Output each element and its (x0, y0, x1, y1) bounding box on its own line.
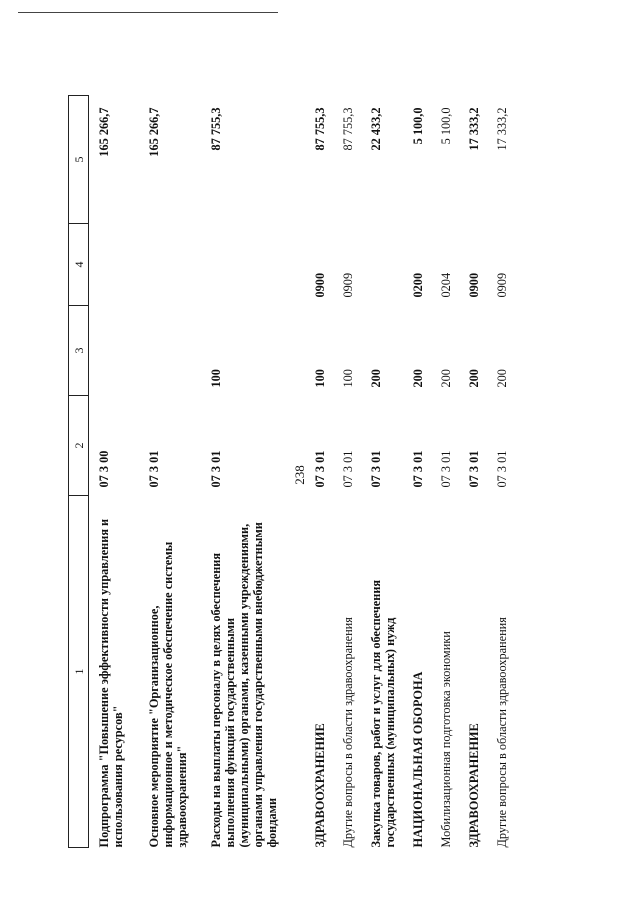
row-name: ЗДРАВООХРАНЕНИЕ (467, 723, 481, 848)
budget-table (68, 95, 523, 848)
row-csr: 07 3 01 (495, 450, 509, 488)
row-rzpr (369, 224, 411, 306)
spacer-row (89, 96, 98, 848)
row-name: Основное мероприятие "Организационное, информационное и методическое обеспечение системы здравоохранения" (147, 541, 189, 848)
row-sum: 17 333,2 (495, 107, 509, 151)
row-sum: 5 100,0 (411, 107, 425, 145)
row-name: НАЦИОНАЛЬНАЯ ОБОРОНА (411, 671, 425, 848)
row-sum: 165 266,7 (147, 107, 161, 157)
row-rzpr (209, 224, 313, 306)
table-row (467, 96, 495, 848)
header-col-4: 4 (69, 224, 89, 306)
row-vr (97, 306, 147, 396)
row-rzpr: 0909 (341, 272, 355, 298)
row-name: Мобилизационная подготовка экономики (439, 631, 453, 848)
row-sum: 87 755,3 (341, 107, 355, 151)
table-row (147, 96, 209, 848)
row-vr: 200 (467, 369, 481, 388)
row-vr: 200 (411, 369, 425, 388)
header-col-1: 1 (69, 496, 89, 848)
row-csr: 07 3 01 (341, 450, 355, 488)
table-row (209, 96, 313, 848)
row-rzpr (97, 224, 147, 306)
row-vr: 200 (439, 369, 453, 388)
table-row (97, 96, 147, 848)
row-vr (147, 306, 209, 396)
row-csr: 07 3 00 (97, 450, 111, 488)
header-row (69, 96, 89, 848)
row-name: Расходы на выплаты персоналу в целях обеспечения выполнения функций государственными (муниципальными) органами, казенными учреждениями, органами управления государственными внебюджетными фондами (209, 522, 279, 848)
row-vr: 100 (313, 369, 327, 388)
row-name: Закупка товаров, работ и услуг для обеспечения государственных (муниципальных) нужд (369, 579, 397, 848)
table-row (313, 96, 341, 848)
top-rule (18, 12, 278, 13)
header-col-2: 2 (69, 396, 89, 496)
row-rzpr (147, 224, 209, 306)
row-vr: 100 (209, 369, 223, 388)
table-row (495, 96, 523, 848)
row-sum: 87 755,3 (209, 107, 223, 151)
row-sum: 165 266,7 (97, 107, 111, 157)
row-name: ЗДРАВООХРАНЕНИЕ (313, 723, 327, 848)
row-rzpr: 0204 (439, 272, 453, 298)
table-row (341, 96, 369, 848)
row-csr: 07 3 01 (439, 450, 453, 488)
row-rzpr: 0200 (411, 272, 425, 298)
row-name: Другие вопросы в области здравоохранения (341, 617, 355, 848)
header-col-5: 5 (69, 96, 89, 224)
page-number: 238 (292, 465, 307, 485)
row-sum: 17 333,2 (467, 107, 481, 151)
table-row (411, 96, 439, 848)
row-name: Другие вопросы в области здравоохранения (495, 617, 509, 848)
row-name: Подпрограмма "Повышение эффективности управления и использования ресурсов" (97, 518, 125, 848)
table-row (439, 96, 467, 848)
row-rzpr: 0900 (313, 272, 327, 298)
row-vr: 100 (341, 369, 355, 388)
row-csr: 07 3 01 (147, 450, 161, 488)
row-csr: 07 3 01 (313, 450, 327, 488)
table-row (369, 96, 411, 848)
row-csr: 07 3 01 (369, 450, 383, 488)
row-vr: 200 (369, 369, 383, 388)
row-rzpr: 0909 (495, 272, 509, 298)
row-sum: 22 433,2 (369, 107, 383, 151)
rotated-table-container (68, 96, 578, 848)
row-csr: 07 3 01 (209, 450, 223, 488)
row-rzpr: 0900 (467, 272, 481, 298)
header-col-3: 3 (69, 306, 89, 396)
row-vr: 200 (495, 369, 509, 388)
row-sum: 87 755,3 (313, 107, 327, 151)
row-csr: 07 3 01 (411, 450, 425, 488)
row-csr: 07 3 01 (467, 450, 481, 488)
row-sum: 5 100,0 (439, 107, 453, 145)
